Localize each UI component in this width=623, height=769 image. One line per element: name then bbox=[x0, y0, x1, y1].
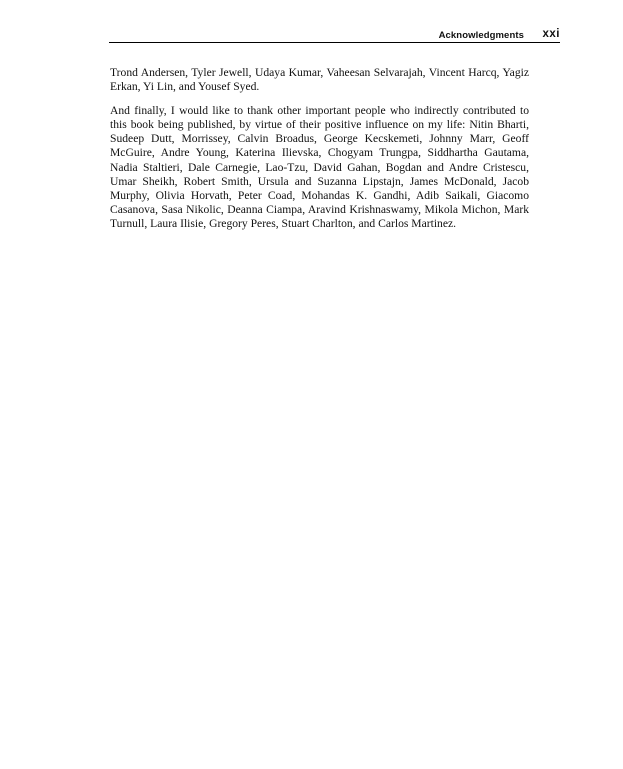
page-number: xxi bbox=[542, 28, 560, 40]
paragraph: And finally, I would like to thank other important people who indirectly contributed to this book being published, by virtue of their positive influence on my life: Nitin Bharti, Sudeep Dutt, Morrissey, Calvin Broadus, George Kecskemeti, Johnny Marr, Geoff McGuire, Andre Young, Katerina Ilievska, Chogyam Trungpa, Siddhartha Gautama, Nadia Staltieri, Dale Carnegie, Lao-Tzu, David Gahan, Bogdan and Andre Cristescu, Umar Sheikh, Robert Smith, Ursula and Suzanna Lipstajn, James McDonald, Jacob Murphy, Olivia Horvath, Peter Coad, Mohandas K. Gandhi, Adib Saikali, Giacomo Casanova, Sasa Nikolic, Deanna Ciampa, Aravind Krishnaswamy, Mikola Michon, Mark Turnull, Laura Ilisie, Gregory Peres, Stuart Charlton, and Carlos Martinez. bbox=[110, 104, 529, 230]
paragraph: Trond Andersen, Tyler Jewell, Udaya Kumar, Vaheesan Selvarajah, Vincent Harcq, Yagiz Erkan, Yi Lin, and Yousef Syed. bbox=[110, 66, 529, 94]
body-text bbox=[110, 66, 529, 241]
section-title: Acknowledgments bbox=[438, 30, 524, 41]
running-header bbox=[109, 30, 560, 43]
